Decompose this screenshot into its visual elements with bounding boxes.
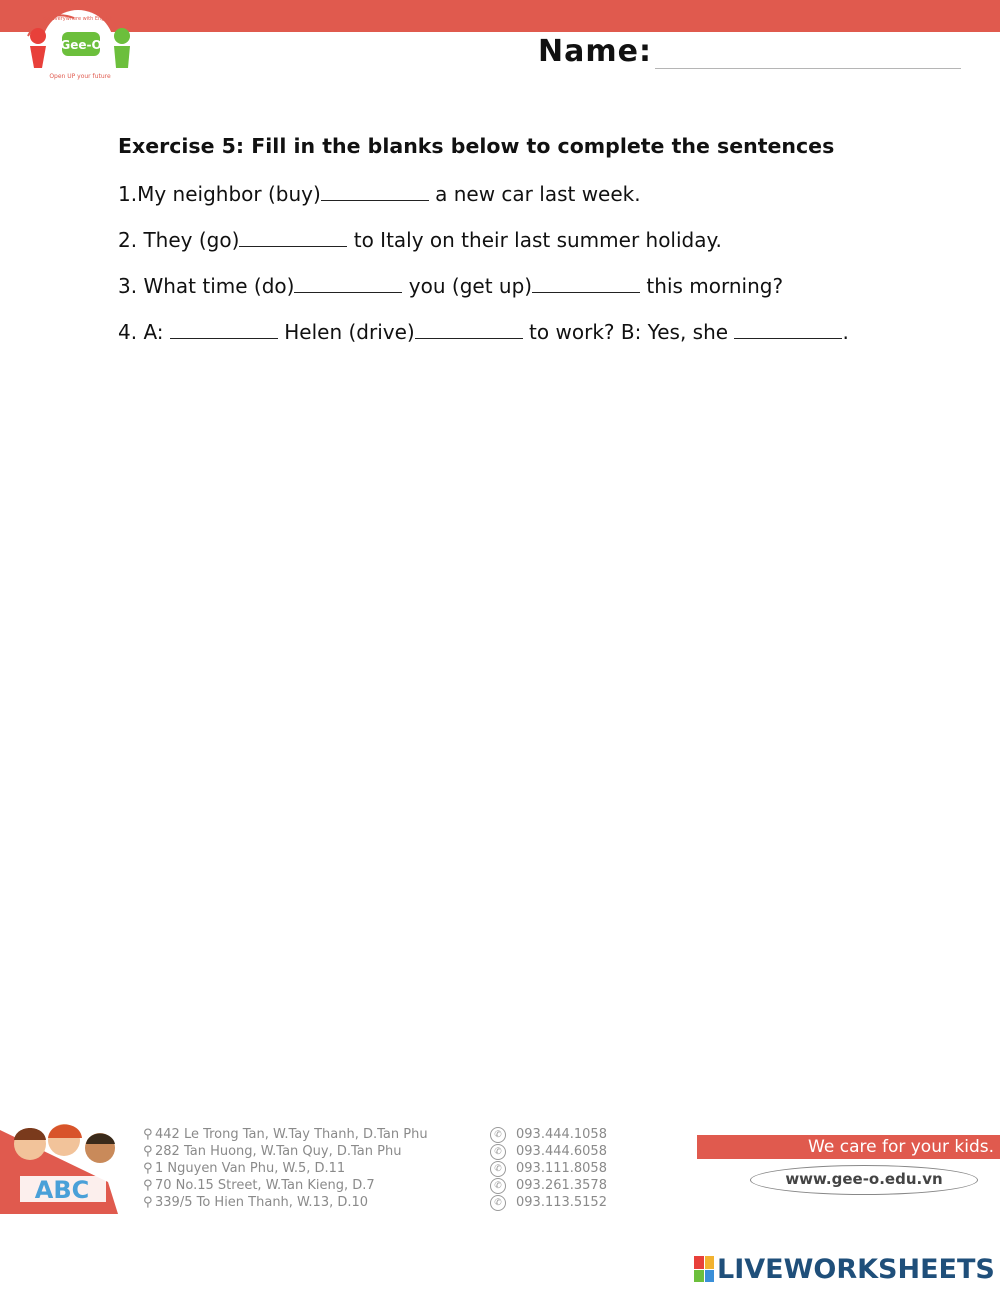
kids-abc-illustration	[0, 1110, 130, 1214]
question-text: 3. What time (do)	[118, 274, 295, 298]
address-item: ⚲ 339/5 To Hien Thanh, W.13, D.10	[143, 1195, 369, 1210]
question-text: 1.My neighbor (buy)	[118, 182, 321, 206]
question-2	[118, 224, 978, 250]
location-pin-icon: ⚲	[143, 1178, 153, 1193]
address-item: ⚲ 442 Le Trong Tan, W.Tay Thanh, D.Tan Phu	[143, 1127, 428, 1142]
location-pin-icon: ⚲	[143, 1144, 153, 1159]
header-bar	[0, 0, 1000, 32]
answer-blank[interactable]	[532, 270, 640, 293]
answer-blank[interactable]	[170, 316, 278, 339]
address-item: ⚲ 1 Nguyen Van Phu, W.5, D.11	[143, 1161, 346, 1176]
question-text: to Italy on their last summer holiday.	[347, 228, 722, 252]
answer-blank[interactable]	[294, 270, 402, 293]
slogan-banner: We care for your kids.	[697, 1135, 1000, 1159]
question-text: a new car last week.	[428, 182, 641, 206]
answer-blank[interactable]	[239, 224, 347, 247]
liveworksheets-logo	[694, 1254, 995, 1284]
phone-item: ✆ 093.444.6058	[490, 1143, 607, 1160]
answer-blank[interactable]	[321, 178, 429, 201]
phone-icon: ✆	[490, 1161, 506, 1177]
phone-icon: ✆	[490, 1195, 506, 1211]
gee-o-logo	[18, 6, 148, 86]
question-text: 4. A:	[118, 320, 170, 344]
name-input-line[interactable]	[655, 68, 961, 69]
phone-item: ✆ 093.261.3578	[490, 1177, 607, 1194]
question-4	[118, 316, 978, 342]
question-text: to work? B: Yes, she	[522, 320, 735, 344]
website-link[interactable]: www.gee-o.edu.vn	[750, 1165, 978, 1195]
liveworksheets-icon	[694, 1256, 714, 1282]
logo-tagline-top: Go everywhere with English	[43, 16, 113, 22]
phone-icon: ✆	[490, 1178, 506, 1194]
phone-item: ✆ 093.113.5152	[490, 1194, 607, 1211]
question-3	[118, 270, 978, 296]
question-text: Helen (drive)	[277, 320, 415, 344]
phone-item: ✆ 093.444.1058	[490, 1126, 607, 1143]
address-list	[143, 1126, 428, 1211]
answer-blank[interactable]	[415, 316, 523, 339]
answer-blank[interactable]	[734, 316, 842, 339]
name-label: Name:	[538, 34, 652, 69]
location-pin-icon: ⚲	[143, 1161, 153, 1176]
illustration-letters: ABC	[34, 1176, 90, 1204]
phone-item: ✆ 093.111.8058	[490, 1160, 607, 1177]
location-pin-icon: ⚲	[143, 1195, 153, 1210]
question-text: you (get up)	[402, 274, 533, 298]
phone-icon: ✆	[490, 1144, 506, 1160]
exercise-title: Exercise 5: Fill in the blanks below to complete the sentences	[118, 134, 835, 158]
phone-icon: ✆	[490, 1127, 506, 1143]
phone-list	[490, 1126, 607, 1211]
liveworksheets-brand: LIVEWORKSHEETS	[717, 1253, 995, 1285]
logo-mark: Gee-O	[60, 38, 102, 52]
question-1	[118, 178, 978, 204]
question-text: this morning?	[640, 274, 784, 298]
location-pin-icon: ⚲	[143, 1127, 153, 1142]
question-text: 2. They (go)	[118, 228, 240, 252]
logo-tagline-bottom: Open UP your future	[49, 73, 111, 80]
address-item: ⚲ 282 Tan Huong, W.Tan Quy, D.Tan Phu	[143, 1144, 402, 1159]
address-item: ⚲ 70 No.15 Street, W.Tan Kieng, D.7	[143, 1178, 375, 1193]
question-text: .	[842, 320, 849, 344]
exercise-section	[118, 134, 978, 362]
